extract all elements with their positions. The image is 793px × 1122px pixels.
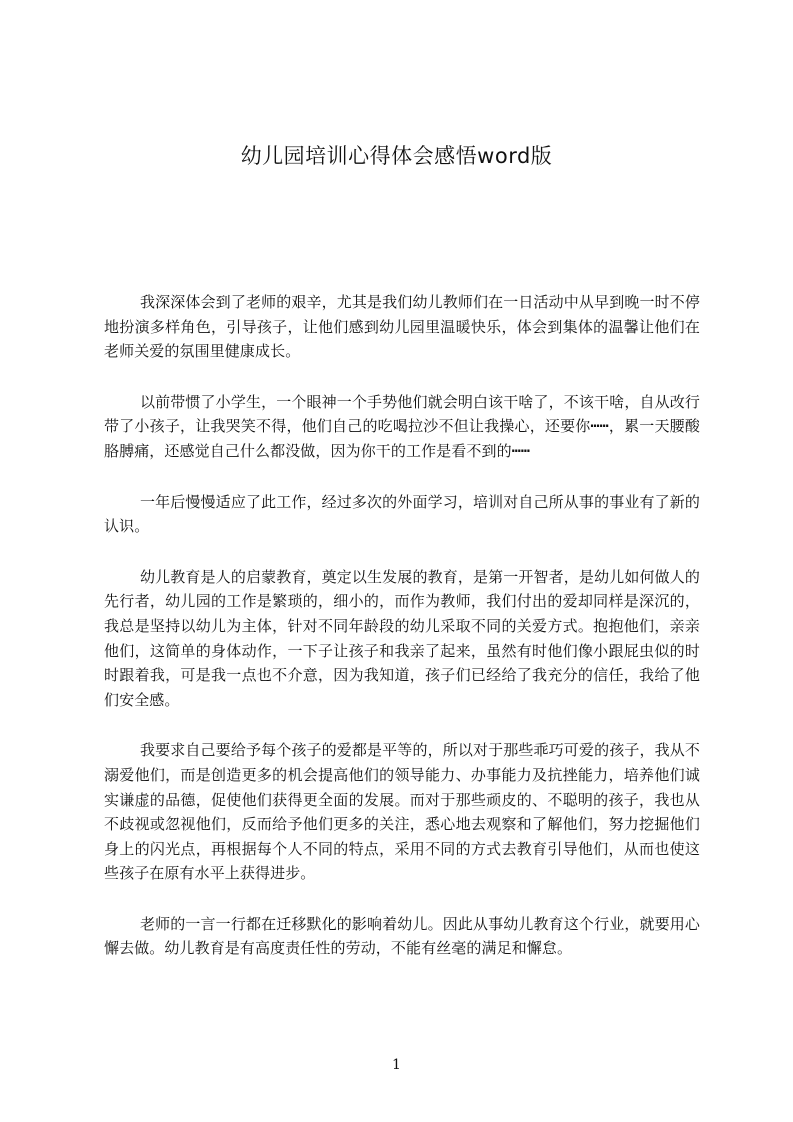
paragraph: 我要求自己要给予每个孩子的爱都是平等的，所以对于那些乖巧可爱的孩子，我从不溺爱他们，而是创造更多的机会提高他们的领导能力、办事能力及抗挫能力，培养他们诚实谦虚的品德，促使他们获得更全面的发展。而对于那些顽皮的、不聪明的孩子，我也从不歧视或忽视他们，反而给予他们更多的关注，悉心地去观察和了解他们，努力挖掘他们身上的闪光点，再根据每个人不同的特点，采用不同的方式去教育引导他们，从而也使这些孩子在原有水平上获得进步。 (104, 741, 700, 883)
paragraph: 老师的一言一行都在迁移默化的影响着幼儿。因此从事幼儿教育这个行业，就要用心懈去做。幼儿教育是有高度责任性的劳动，不能有丝毫的满足和懈怠。 (104, 914, 700, 958)
paragraph: 以前带惯了小学生，一个眼神一个手势他们就会明白该干啥了，不该干啥，自从改行带了小孩子，让我哭笑不得，他们自己的吃喝拉沙不但让我操心，还要你┅┅，累一天腰酸胳膊痛，还感觉自己什么都没做，因为你干的工作是看不到的┅┅ (104, 392, 700, 460)
document-body (104, 290, 700, 987)
paragraph: 我深深体会到了老师的艰辛，尤其是我们幼儿教师们在一日活动中从早到晚一时不停地扮演多样角色，引导孩子，让他们感到幼儿园里温暖快乐，体会到集体的温馨让他们在老师关爱的氛围里健康成长。 (104, 293, 700, 361)
page-number: 1 (392, 1057, 401, 1073)
paragraph: 一年后慢慢适应了此工作，经过多次的外面学习，培训对自己所从事的事业有了新的认识。 (104, 492, 700, 536)
paragraph: 幼儿教育是人的启蒙教育，奠定以生发展的教育，是第一开智者，是幼儿如何做人的先行者，幼儿园的工作是繁琐的，细小的，而作为教师，我们付出的爱却同样是深沉的，我总是坚持以幼儿为主体，针对不同年龄段的幼儿采取不同的关爱方式。抱抱他们，亲亲他们，这简单的身体动作，一下子让孩子和我亲了起来，虽然有时他们像小跟屁虫似的时时跟着我，可是我一点也不介意，因为我知道，孩子们已经给了我充分的信任，我给了他们安全感。 (104, 567, 700, 709)
document-title: 幼儿园培训心得体会感悟word版 (240, 144, 553, 168)
